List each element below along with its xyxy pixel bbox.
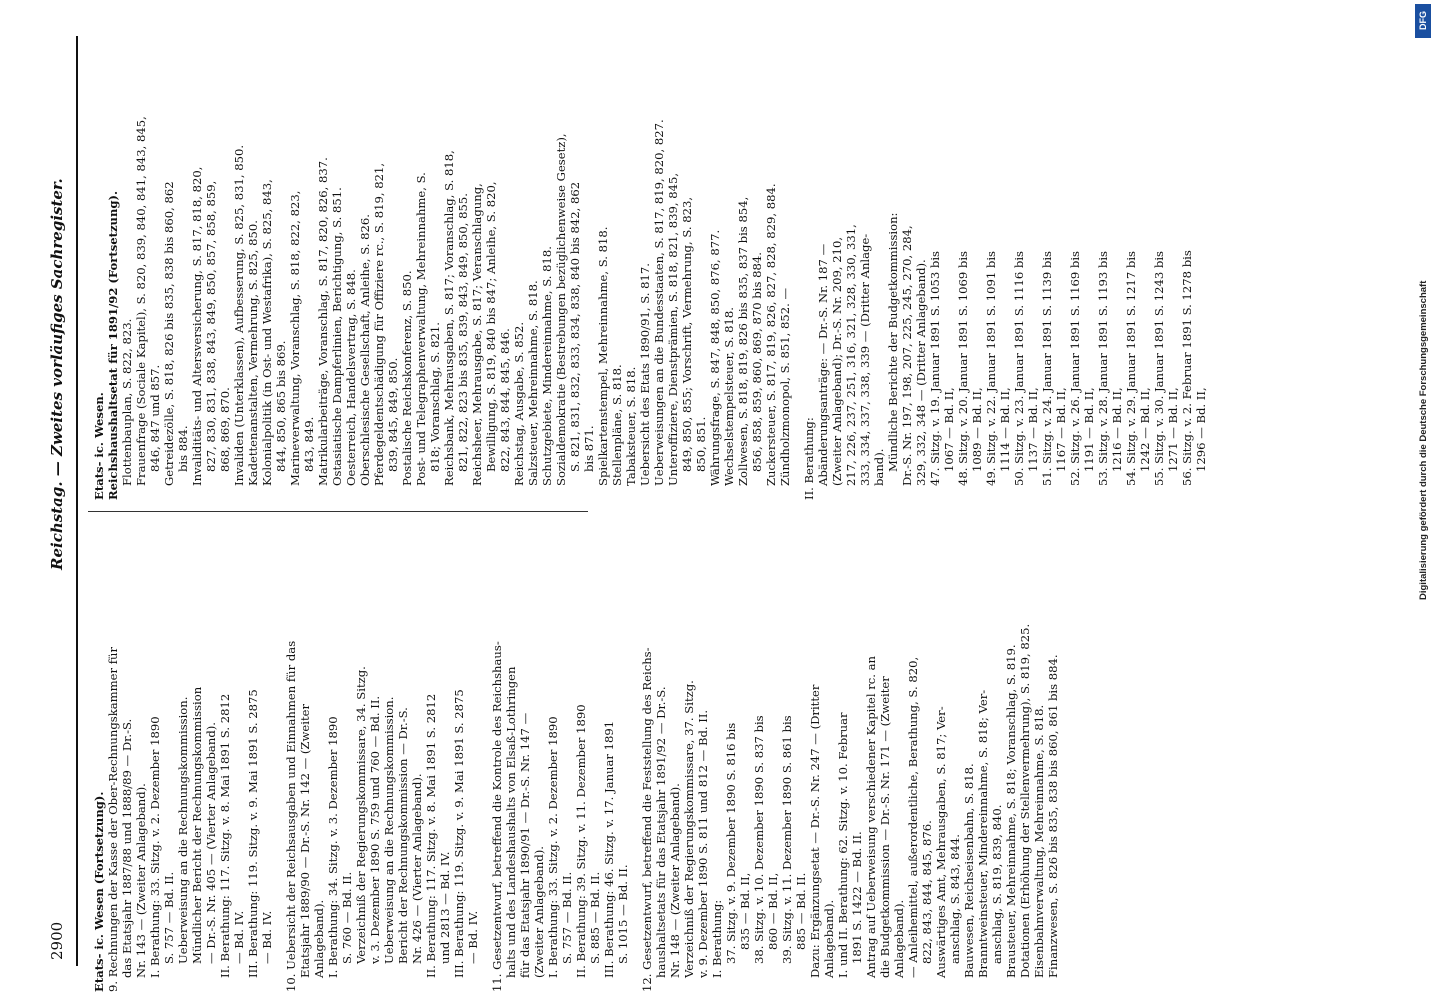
- text-line: 1296 — Bd. II,: [1194, 387, 1208, 472]
- text-line: 821, 822, 823 bis 835, 839, 843, 849, 850, 855.: [456, 193, 470, 472]
- text-line: 835 — Bd. II,: [738, 872, 752, 950]
- text-line: Anlageband).: [822, 899, 836, 978]
- text-line: Frauenfrage (Sociale Kapitel), S. 820, 839, 840, 841, 843, 845,: [134, 116, 148, 486]
- text-line: 55. Sitzg. v. 30. Januar 1891 S. 1243 bis: [1152, 251, 1166, 486]
- text-line: — Bd. IV.: [232, 910, 246, 964]
- text-line: 54. Sitzg. v. 29. Januar 1891 S. 1217 bis: [1124, 251, 1138, 486]
- text-line: Mündliche Berichte der Budgetkommission:: [886, 212, 900, 472]
- text-line: Reichstag, Ausgabe, S. 852.: [512, 321, 526, 486]
- dfg-watermark-text: Digitalisierung gefördert durch die Deutsche Forschungsgemeinschaft: [1418, 280, 1429, 600]
- text-line: I. und II. Berathung: 62. Sitzg. v. 10. Februar: [836, 712, 850, 978]
- text-line: [792, 0, 802, 500]
- text-line: Reichsbank, Mehrausgaben, S. 817; Voranschlag, S. 818,: [442, 150, 456, 486]
- text-line: Reichsheer, Mehrausgabe, S. 817; Veranschlagung,: [470, 183, 484, 486]
- text-line: Bauwesen, Reichseisenbahn, S. 818.: [962, 763, 976, 978]
- text-line: Oesterreich, Handelsvertrag, S. 848.: [344, 269, 358, 486]
- text-line: 11. Gesetzentwurf, betreffend die Kontrole des Reichshaus-: [490, 641, 504, 992]
- text-line: bis 884.: [176, 425, 190, 472]
- text-line: Auswärtiges Amt, Mehrausgaben, S. 817; Ver-: [934, 706, 948, 978]
- text-line: Währungsfrage, S. 847, 848, 850, 876, 877.: [708, 229, 722, 486]
- column-divider: [88, 511, 588, 512]
- text-line: Ostasiatische Dampferlinien, Berichtigung, S. 851.: [330, 187, 344, 486]
- text-line: 9. Rechnungen der Kasse der Ober-Rechnungskammer für: [106, 646, 120, 992]
- text-line: 50. Sitzg. v. 23. Januar 1891 S. 1116 bis: [1012, 251, 1026, 486]
- text-line: Spielkartenstempel, Mehreinnahme, S. 818.: [596, 226, 610, 486]
- text-line: 49. Sitzg. v. 22. Januar 1891 S. 1091 bis: [984, 251, 998, 486]
- text-line: Etatsjahr 1889/90 — Dr.-S. Nr. 142 — (Zweiter: [298, 703, 312, 978]
- text-line: 47. Sitzg. v. 19. Januar 1891 S. 1053 bis: [928, 251, 942, 486]
- text-line: 51. Sitzg. v. 24. Januar 1891 S. 1139 bis: [1040, 251, 1054, 486]
- text-line: Invaliden (Unterklassen), Aufbesserung, S. 825, 831, 850.: [232, 144, 246, 486]
- text-line: I. Berathung:: [710, 899, 724, 978]
- text-line: II. Berathung: 117. Sitzg. v. 8. Mai 1891 S. 2812: [218, 693, 232, 978]
- text-line: Reichshaushaltsetat für 1891/92 (Fortsetzung).: [106, 190, 120, 500]
- text-line: anschlag, S. 843, 844.: [948, 834, 962, 964]
- text-line: S. 1015 — Bd. II.: [616, 864, 630, 964]
- text-line: Verzeichniß der Regierungskommissare, 34. Sitzg.: [354, 666, 368, 964]
- text-line: Dotationen (Erhöhung der Stellenvermehrung), S. 819, 825.: [1018, 623, 1032, 978]
- text-line: 329, 332, 348 — (Dritter Anlageband).: [914, 259, 928, 486]
- text-line: Matrikularbeiträge, Voranschlag, S. 817, 820, 826, 837.: [316, 157, 330, 486]
- text-line: 839, 845, 849, 850.: [386, 357, 400, 472]
- text-line: 56. Sitzg. v. 2. Februar 1891 S. 1278 bis: [1180, 250, 1194, 486]
- text-line: Nr. 148 — (Zweiter Anlageband).: [668, 783, 682, 978]
- text-line: 849, 850, 855; Vorschrift, Vermehrung, S. 823,: [680, 196, 694, 472]
- text-line: 856, 858, 859, 860, 869, 870 bis 884.: [750, 252, 764, 472]
- text-line: 1191 — Bd. II,: [1082, 387, 1096, 472]
- text-line: 885 — Bd. II.: [794, 872, 808, 950]
- text-line: 1891 S. 1422 — Bd. II.: [850, 831, 864, 964]
- text-line: — Dr.-S. Nr. 405 — (Vierter Anlageband).: [204, 722, 218, 964]
- text-line: S. 757 — Bd. II.: [560, 871, 574, 964]
- text-line: Post- und Telegraphenverwaltung, Mehreinnahme, S.: [414, 172, 428, 486]
- text-line: 1242 — Bd. II,: [1138, 387, 1152, 472]
- text-line: III. Berathung: 119. Sitzg. v. 9. Mai 1891 S. 2875: [246, 689, 260, 978]
- text-line: Nr. 143 — (Zweiter Anlageband).: [134, 783, 148, 978]
- page-number: 2900: [48, 921, 66, 960]
- text-line: Bewilligung, S. 819, 840 bis 847; Anleihe, S. 820,: [484, 181, 498, 472]
- text-line: Sozialdemokratie (Bestrebungen bezüglichenweise Gesetz),: [554, 133, 568, 486]
- text-line: 843, 849.: [302, 416, 316, 472]
- text-line: Kadettenanstalten, Vermehrung, S. 825, 850.: [246, 220, 260, 486]
- header-rule: [76, 36, 78, 966]
- text-line: 52. Sitzg. v. 26. Januar 1891 S. 1169 bis: [1068, 251, 1082, 486]
- text-line: Anlageband).: [312, 899, 326, 978]
- text-line: Dr.-S. Nr. 197, 198, 207, 225, 245, 270, 284,: [900, 225, 914, 486]
- text-line: Branntweinsteuer, Mindereinnahme, S. 818; Ver-: [976, 689, 990, 978]
- text-line: Pferdegeldentschädigung für Offiziere rc., S. 819, 821,: [372, 162, 386, 486]
- text-line: Ueberweisung an die Rechnungskommission.: [382, 696, 396, 964]
- text-line: Etats- ic. Wesen (Fortsetzung).: [92, 791, 106, 992]
- text-line: S. 760 — Bd. II.: [340, 871, 354, 964]
- text-line: Bericht der Rechnungskommission — Dr.-S.: [396, 707, 410, 964]
- text-line: 846, 847 und 857.: [148, 364, 162, 472]
- text-line: [630, 592, 640, 992]
- text-line: v. 9. Dezember 1890 S. 811 und 812 — Bd. II.: [696, 709, 710, 978]
- text-line: 844, 850, 865 bis 869.: [274, 340, 288, 472]
- text-line: Zollwesen, S. 818, 819, 826 bis 835, 837 bis 854,: [736, 196, 750, 486]
- text-line: Getreidezölle, S. 818, 826 bis 835, 838 bis 860, 862: [162, 181, 176, 486]
- text-line: 1271 — Bd. II,: [1166, 387, 1180, 472]
- text-line: Etats- ic. Wesen.: [92, 392, 106, 500]
- text-line: bis 871.: [582, 425, 596, 472]
- text-line: 818; Voranschlag, S. 821.: [428, 322, 442, 472]
- text-line: Unteroffiziere, Dienstprämien, S. 818, 821, 839, 845,: [666, 172, 680, 486]
- text-line: Wechselstempelsteuer, S. 818.: [722, 307, 736, 486]
- text-line: Stellenpläne, S. 818.: [610, 364, 624, 486]
- text-line: 1167 — Bd. II,: [1054, 387, 1068, 472]
- text-line: Zuckersteuer, S. 817, 819, 826, 827, 828, 829, 884.: [764, 183, 778, 486]
- text-line: 12. Gesetzentwurf, betreffend die Feststellung des Reichs-: [640, 647, 654, 992]
- text-line: Uebersicht des Etats 1890/91, S. 817.: [638, 263, 652, 486]
- text-line: II. Berathung: 39. Sitzg. v. 11. Dezember 1890: [574, 704, 588, 978]
- text-line: I. Berathung: 34. Sitzg. v. 3. Dezember 1890: [326, 716, 340, 978]
- text-line: Dazu: Ergänzungsetat — Dr.-S. Nr. 247 — (Dritter: [808, 684, 822, 978]
- text-line: Invaliditäts- und Altersversicherung, S. 817, 818, 820,: [190, 166, 204, 486]
- text-line: Kolonialpolitik (in Ost- und Westafrika), S. 825, 843,: [260, 179, 274, 486]
- text-line: Mündlicher Bericht der Rechnungskommission: [190, 686, 204, 964]
- dfg-logo: DFG: [1415, 4, 1431, 38]
- text-line: 1089 — Bd. II,: [970, 387, 984, 472]
- text-line: Ueberweisungen an die Bundesstaaten, S. 817, 819, 820, 827.: [652, 119, 666, 486]
- text-line: 333, 334, 337, 338, 339 — (Dritter Anlage-: [858, 233, 872, 486]
- text-line: 827, 830, 831, 838, 843, 849, 850, 857, 858, 859,: [204, 180, 218, 472]
- text-line: Oberschlesische Gesellschaft, Anleihe, S. 826.: [358, 214, 372, 486]
- text-line: 37. Sitzg. v. 9. Dezember 1890 S. 816 bis: [724, 722, 738, 964]
- text-line: anschlag, S. 819, 839, 840.: [990, 804, 1004, 964]
- text-line: 10. Uebersicht der Reichsausgaben und Einnahmen für das: [284, 640, 298, 992]
- page-title: Reichstag. — Zweites vorläufiges Sachregister.: [48, 178, 66, 570]
- text-line: Tabaksteuer, S. 818.: [624, 366, 638, 486]
- text-line: 53. Sitzg. v. 28. Januar 1891 S. 1193 bis: [1096, 251, 1110, 486]
- text-line: S. 885 — Bd. II.: [588, 871, 602, 964]
- text-line: Flottenbauplan, S. 822, 823.: [120, 318, 134, 486]
- left-text-column: [92, 592, 1060, 992]
- text-line: Ueberweisung an die Rechnungskommission.: [176, 696, 190, 964]
- text-line: — Bd. IV.: [466, 910, 480, 964]
- text-line: 1067 — Bd. II,: [942, 387, 956, 472]
- text-line: 39. Sitzg. v. 11. Dezember 1890 S. 861 bis: [780, 715, 794, 964]
- text-line: für das Etatsjahr 1890/91 — Dr.-S. Nr. 147 —: [518, 712, 532, 978]
- text-line: Schutzgebiete, Mindereinnahme, S. 818.: [540, 246, 554, 486]
- text-line: die Budgetkommission — Dr.-S. Nr. 171 — (Zweiter: [878, 676, 892, 978]
- page-header: [48, 0, 78, 1000]
- text-line: II. Berathung: 117. Sitzg. v. 8. Mai 1891 S. 2812: [424, 693, 438, 978]
- text-line: Postalische Reichskonferenz, S. 850.: [400, 270, 414, 486]
- text-line: 868, 869, 870.: [218, 387, 232, 472]
- text-line: III. Berathung: 119. Sitzg. v. 9. Mai 1891 S. 2875: [452, 689, 466, 978]
- text-line: 48. Sitzg. v. 20. Januar 1891 S. 1069 bis: [956, 251, 970, 486]
- text-line: 217, 226, 237, 251, 316, 321, 328, 330, 331,: [844, 224, 858, 486]
- text-line: S. 821, 831, 832, 833, 834, 838, 840 bis 842, 862: [568, 181, 582, 472]
- text-line: Brausteuer, Mehreinnahme, S. 818; Voranschlag, S. 819.: [1004, 644, 1018, 978]
- text-line: 1114 — Bd. II,: [998, 387, 1012, 472]
- text-line: halts und des Landeshaushalts von Elsaß-Lothringen: [504, 666, 518, 978]
- text-line: und 2813 — Bd. IV.: [438, 851, 452, 964]
- text-line: Verzeichniß der Regierungskommissare, 37. Sitzg.: [682, 680, 696, 978]
- text-line: S. 757 — Bd. II.: [162, 871, 176, 964]
- text-line: 850, 851.: [694, 416, 708, 472]
- text-line: band).: [872, 448, 886, 486]
- text-line: v. 3. Dezember 1890 S. 759 und 760 — Bd. II.: [368, 695, 382, 964]
- right-text-column: [92, 0, 1208, 500]
- text-line: 822, 843, 844, 845, 876.: [920, 820, 934, 964]
- text-line: (Zweiter Anlageband).: [532, 846, 546, 978]
- text-line: das Etatsjahr 1887/88 und 1888/89 — Dr.-S.: [120, 718, 134, 978]
- text-line: Zündholzmonopol, S. 851, 852. —: [778, 287, 792, 486]
- text-line: (Zweiter Anlageband); Dr.-S. Nr. 209, 210,: [830, 236, 844, 486]
- text-line: 822, 843, 844, 845, 846.: [498, 328, 512, 472]
- text-line: 860 — Bd. II,: [766, 872, 780, 950]
- text-line: — Bd. IV.: [260, 910, 274, 964]
- text-line: Abänderungsanträge: — Dr.-S. Nr. 187 —: [816, 243, 830, 486]
- text-line: 38. Sitzg. v. 10. Dezember 1890 S. 837 bis: [752, 715, 766, 964]
- text-line: — Anleihemittel, außerordentliche, Berathung, S. 820,: [906, 656, 920, 978]
- text-line: III. Berathung: 46. Sitzg. v. 17. Januar 1891: [602, 720, 616, 978]
- text-line: Anlageband).: [892, 899, 906, 978]
- text-line: II. Berathung:: [802, 417, 816, 500]
- text-line: haushaltsetats für das Etatsjahr 1891/92 — Dr.-S.: [654, 686, 668, 978]
- text-line: Eisenbahnverwaltung, Mehreinnahme, S. 818.: [1032, 704, 1046, 978]
- text-line: 1137 — Bd. II,: [1026, 387, 1040, 472]
- text-line: [480, 592, 490, 992]
- text-line: I. Berathung: 33. Sitzg. v. 2. Dezember 1890: [546, 716, 560, 978]
- text-line: I. Berathung: 33. Sitzg. v. 2. Dezember 1890: [148, 716, 162, 978]
- text-line: Antrag auf Ueberweisung verschiedener Kapitel rc. an: [864, 655, 878, 978]
- text-line: Nr. 426 — (Vierter Anlageband).: [410, 773, 424, 964]
- text-line: Marineverwaltung, Voranschlag, S. 818, 822, 823,: [288, 190, 302, 486]
- text-line: Finanzwesen, S. 826 bis 835, 838 bis 860, 861 bis 884.: [1046, 654, 1060, 978]
- text-line: 1216 — Bd. II,: [1110, 387, 1124, 472]
- text-line: Salzsteuer, Mehreinnahme, S. 818.: [526, 280, 540, 486]
- text-line: [274, 592, 284, 992]
